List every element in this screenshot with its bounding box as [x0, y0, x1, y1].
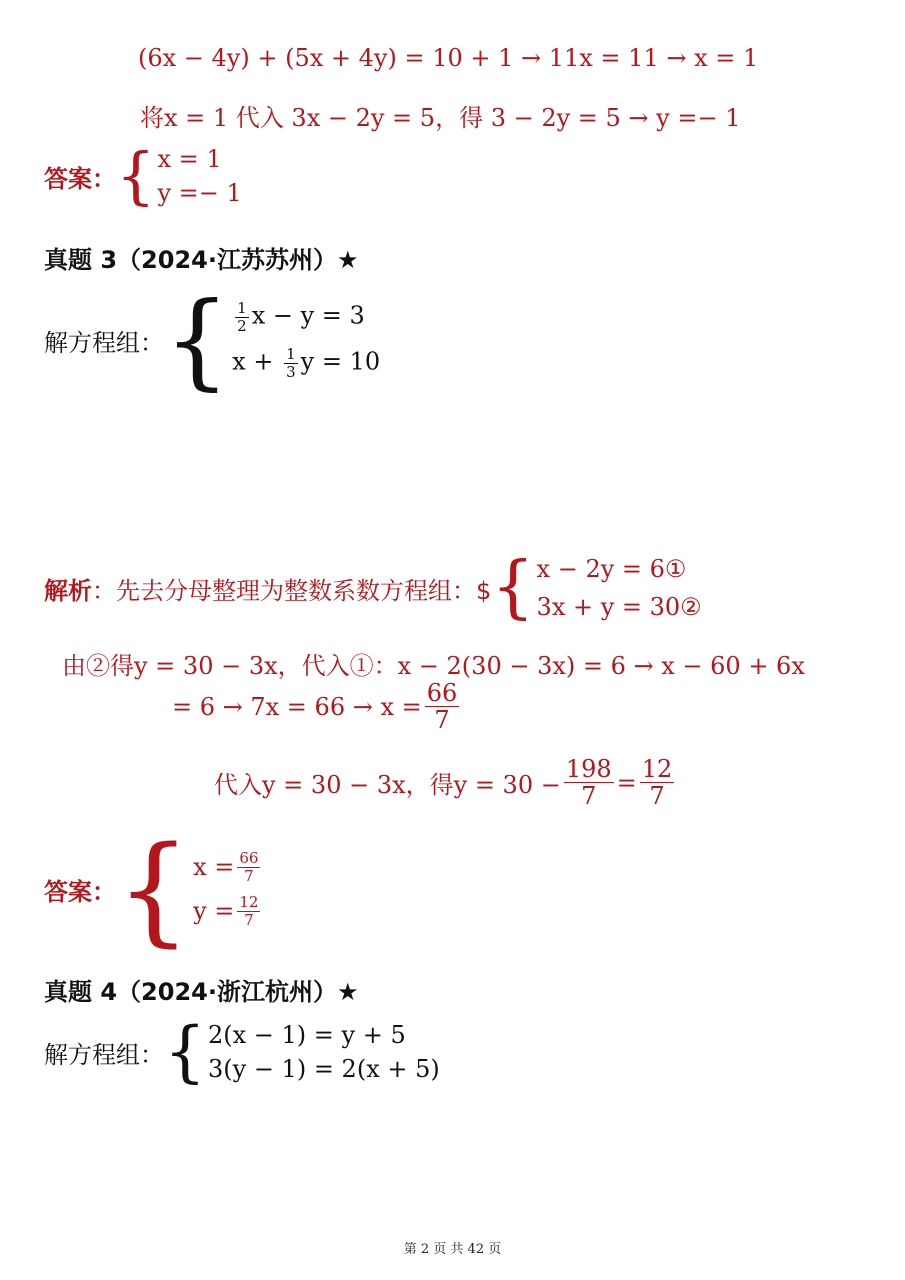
- step-2-prefix: = 6 → 7x = 66 → x =: [172, 692, 422, 721]
- equation-2: [232, 346, 380, 380]
- step-3-prefix: 代入y = 30 − 3x，得y = 30 −: [214, 771, 561, 800]
- equation-2-prefix: x +: [232, 347, 274, 376]
- problem-3-title: 真题 3（2024·江苏苏州）★: [44, 246, 359, 274]
- fraction-numerator: 1: [286, 345, 296, 363]
- equation-2-rest: y = 10: [300, 347, 381, 376]
- fraction-numerator: 66: [426, 679, 458, 707]
- analysis-step-3: [214, 756, 677, 810]
- problem-4-system: [44, 1013, 440, 1090]
- problem-4-title: 真题 4（2024·浙江杭州）★: [44, 978, 359, 1006]
- page-footer: 第 2 页 共 42 页: [403, 1242, 502, 1257]
- brace-icon: {: [164, 279, 231, 401]
- fraction-numerator: 198: [565, 755, 612, 783]
- fraction-denominator: 7: [244, 866, 254, 885]
- analysis-3: [44, 550, 702, 626]
- fraction-numerator: 66: [239, 849, 259, 867]
- answer-y: y =− 1: [157, 179, 242, 207]
- equation-1: [232, 300, 380, 334]
- answer-y-prefix: y =: [193, 897, 235, 925]
- equals-sign: =: [616, 768, 637, 797]
- fraction-denominator: 7: [434, 706, 450, 735]
- analysis-step-2: [172, 680, 462, 734]
- fraction-denominator: 3: [286, 362, 296, 381]
- answer-y: [193, 894, 263, 928]
- brace-icon: {: [116, 820, 192, 958]
- fraction-numerator: 12: [641, 755, 673, 783]
- equation-1-rest: x − y = 3: [251, 301, 365, 330]
- problem-3-system: [44, 279, 381, 401]
- brace-icon: {: [491, 548, 535, 627]
- analysis-text: ：先去分母整理为整数系数方程组：$: [92, 576, 492, 605]
- answer-x: x = 1: [157, 145, 222, 173]
- fraction-numerator: 12: [239, 893, 259, 911]
- equation-1: 2(x − 1) = y + 5: [208, 1021, 406, 1049]
- solution-line-1: (6x − 4y) + (5x + 4y) = 10 + 1 → 11x = 11 → x = 1: [138, 44, 759, 72]
- answer-x-prefix: x =: [193, 853, 235, 881]
- fraction-denominator: 7: [649, 782, 665, 811]
- problem-prompt: 解方程组：: [44, 1040, 164, 1069]
- fraction-denominator: 2: [237, 316, 247, 335]
- analysis-step-1: 由②得y = 30 − 3x，代入①：x − 2(30 − 3x) = 6 → x − 60 + 6x: [62, 652, 805, 680]
- analysis-label: 解析: [44, 576, 92, 605]
- solution-line-2: 将x = 1 代入 3x − 2y = 5，得 3 − 2y = 5 → y =− 1: [140, 104, 741, 132]
- fraction-denominator: 7: [581, 782, 597, 811]
- answer-1: [44, 139, 242, 212]
- brace-icon: {: [116, 139, 156, 212]
- fraction-denominator: 7: [244, 910, 254, 929]
- brace-icon: {: [164, 1013, 206, 1090]
- system-row-1: x − 2y = 6①: [536, 555, 687, 583]
- system-row-2: 3x + y = 30②: [536, 593, 702, 621]
- answer-3: [44, 820, 263, 958]
- equation-2: 3(y − 1) = 2(x + 5): [208, 1055, 440, 1083]
- answer-x: [193, 850, 263, 884]
- problem-prompt: 解方程组：: [44, 328, 164, 357]
- fraction-numerator: 1: [237, 299, 247, 317]
- answer-label: 答案：: [44, 164, 116, 193]
- answer-label: 答案：: [44, 877, 116, 906]
